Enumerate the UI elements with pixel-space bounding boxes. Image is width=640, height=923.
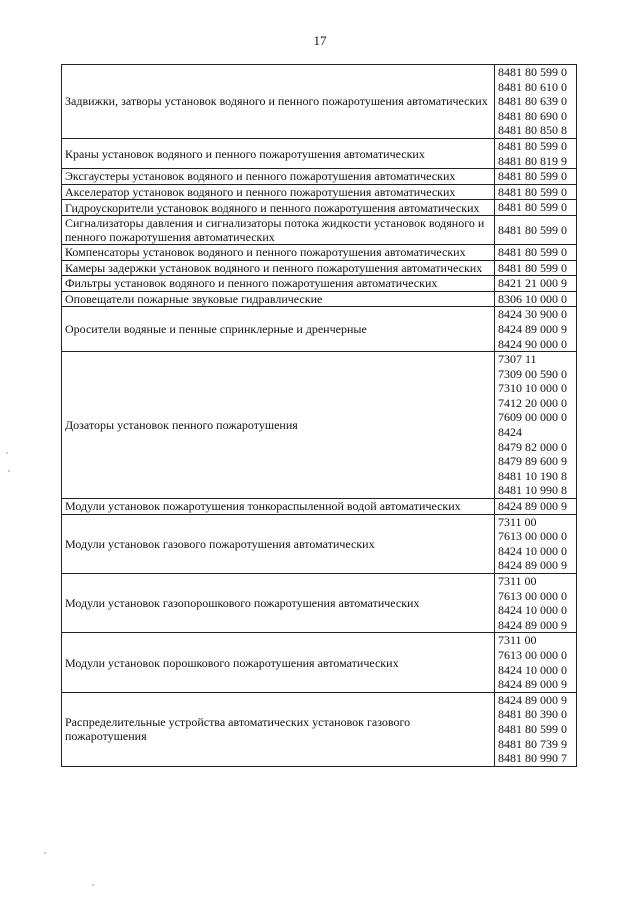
equipment-name: Гидроускорители установок водяного и пенного пожаротушения автоматических xyxy=(62,200,495,216)
table-row xyxy=(62,200,577,216)
equipment-name: Модули установок порошкового пожаротушения автоматических xyxy=(62,633,495,692)
scan-speck xyxy=(44,852,46,854)
tn-ved-code: 7311 00 xyxy=(498,574,537,588)
tn-ved-code: 8421 21 000 9 xyxy=(498,276,567,291)
tn-ved-code: 8481 80 599 0 xyxy=(498,169,567,184)
tn-ved-code: 8481 80 599 0 xyxy=(498,721,567,736)
code-cell xyxy=(495,65,577,139)
code-cell xyxy=(495,215,577,244)
code-cell xyxy=(495,692,577,766)
tn-ved-code: 8481 80 599 0 xyxy=(498,244,567,259)
tn-ved-code: 8424 10 000 0 xyxy=(498,603,567,618)
tn-ved-code: 8481 80 850 8 xyxy=(498,123,567,138)
tn-ved-code: 7613 00 000 0 xyxy=(498,529,567,544)
tn-ved-code: 8424 xyxy=(498,425,522,440)
tn-ved-code: 8481 80 599 0 xyxy=(498,65,567,79)
code-cell xyxy=(495,184,577,200)
tn-ved-code: 7310 10 000 0 xyxy=(498,381,567,396)
table-row xyxy=(62,65,577,139)
tn-ved-code: 8481 80 599 0 xyxy=(498,222,567,237)
code-cell xyxy=(495,633,577,692)
tn-ved-code: 8481 80 690 0 xyxy=(498,108,567,123)
tn-ved-code: 8481 80 819 9 xyxy=(498,153,567,168)
tn-ved-code: 7412 20 000 0 xyxy=(498,395,567,410)
code-cell xyxy=(495,291,577,307)
equipment-name: Модули установок пожаротушения тонкораспыленной водой автоматических xyxy=(62,499,495,515)
tn-ved-code: 8424 89 000 9 xyxy=(498,321,567,336)
tn-ved-code: 8424 90 000 0 xyxy=(498,336,567,351)
code-cell xyxy=(495,244,577,260)
equipment-name: Распределительные устройства автоматических установок газового пожаротушения xyxy=(62,692,495,766)
code-cell xyxy=(495,276,577,292)
tn-ved-code: 8424 89 000 9 xyxy=(498,499,567,514)
tn-ved-code: 7609 00 000 0 xyxy=(498,410,567,425)
tn-ved-code: 8424 89 000 9 xyxy=(498,677,567,692)
equipment-name: Фильтры установок водяного и пенного пожаротушения автоматических xyxy=(62,276,495,292)
table-row xyxy=(62,633,577,692)
table-row xyxy=(62,574,577,633)
tn-ved-code: 8481 80 990 7 xyxy=(498,751,567,766)
table-row xyxy=(62,514,577,573)
equipment-name: Краны установок водяного и пенного пожаротушения автоматических xyxy=(62,138,495,168)
tn-ved-code: 8481 10 990 8 xyxy=(498,483,567,498)
scan-speck xyxy=(6,452,8,454)
tn-ved-code: 8424 89 000 9 xyxy=(498,558,567,573)
tn-ved-code: 8424 10 000 0 xyxy=(498,662,567,677)
equipment-name: Акселератор установок водяного и пенного пожаротушения автоматических xyxy=(62,184,495,200)
scan-speck xyxy=(8,470,10,472)
tn-ved-code: 8481 10 190 8 xyxy=(498,468,567,483)
table-row xyxy=(62,276,577,292)
table-row xyxy=(62,692,577,766)
tn-ved-code: 8424 89 000 9 xyxy=(498,692,567,707)
tn-ved-code: 7613 00 000 0 xyxy=(498,588,567,603)
table-row xyxy=(62,138,577,168)
equipment-name: Модули установок газового пожаротушения автоматических xyxy=(62,514,495,573)
equipment-name: Камеры задержки установок водяного и пенного пожаротушения автоматических xyxy=(62,260,495,276)
code-cell xyxy=(495,169,577,185)
code-cell xyxy=(495,260,577,276)
tn-ved-code: 8481 80 610 0 xyxy=(498,79,567,94)
equipment-name: Модули установок газопорошкового пожаротушения автоматических xyxy=(62,574,495,633)
table-row xyxy=(62,169,577,185)
table-row xyxy=(62,307,577,352)
equipment-name: Оросители водяные и пенные спринклерные и дренчерные xyxy=(62,307,495,352)
tn-ved-code: 7309 00 590 0 xyxy=(498,366,567,381)
table-row xyxy=(62,215,577,244)
equipment-name: Дозаторы установок пенного пожаротушения xyxy=(62,352,495,499)
table-row xyxy=(62,291,577,307)
tn-ved-code: 8481 80 739 9 xyxy=(498,736,567,751)
tn-ved-code: 8306 10 000 0 xyxy=(498,291,567,306)
code-cell xyxy=(495,138,577,168)
scan-speck xyxy=(92,884,94,886)
table-row xyxy=(62,352,577,499)
tn-ved-code: 8479 82 000 0 xyxy=(498,439,567,454)
tn-ved-code: 8481 80 599 0 xyxy=(498,260,567,275)
tn-ved-code: 8481 80 390 0 xyxy=(498,707,567,722)
tn-ved-code: 8424 30 900 0 xyxy=(498,307,567,322)
equipment-name: Оповещатели пожарные звуковые гидравлические xyxy=(62,291,495,307)
tn-ved-code: 8424 89 000 9 xyxy=(498,617,567,632)
tn-ved-code: 7613 00 000 0 xyxy=(498,647,567,662)
tn-ved-code: 8481 80 599 0 xyxy=(498,200,567,215)
equipment-name: Компенсаторы установок водяного и пенного пожаротушения автоматических xyxy=(62,244,495,260)
code-cell xyxy=(495,574,577,633)
table-body xyxy=(62,65,577,767)
tn-ved-code: 8481 80 599 0 xyxy=(498,184,567,199)
tn-ved-code: 8481 80 599 0 xyxy=(498,138,567,153)
tn-ved-code: 8479 89 600 9 xyxy=(498,454,567,469)
table-row xyxy=(62,499,577,515)
equipment-name: Сигнализаторы давления и сигнализаторы потока жидкости установок водяного и пенного пожаротушения автоматических xyxy=(62,215,495,244)
tn-ved-code: 8481 80 639 0 xyxy=(498,94,567,109)
tn-ved-code: 7307 11 xyxy=(498,352,537,367)
tn-ved-code: 7311 00 xyxy=(498,514,537,529)
code-cell xyxy=(495,514,577,573)
tn-ved-code: 8424 10 000 0 xyxy=(498,543,567,558)
equipment-name: Эксгаустеры установок водяного и пенного пожаротушения автоматических xyxy=(62,169,495,185)
equipment-name: Задвижки, затворы установок водяного и пенного пожаротушения автоматических xyxy=(62,65,495,139)
page-number: 17 xyxy=(313,33,327,48)
code-cell xyxy=(495,200,577,216)
table-row xyxy=(62,244,577,260)
code-cell xyxy=(495,307,577,352)
code-cell xyxy=(495,499,577,515)
table-row xyxy=(62,184,577,200)
equipment-codes-table xyxy=(61,64,577,767)
code-cell xyxy=(495,352,577,499)
table-row xyxy=(62,260,577,276)
tn-ved-code: 7311 00 xyxy=(498,633,537,648)
